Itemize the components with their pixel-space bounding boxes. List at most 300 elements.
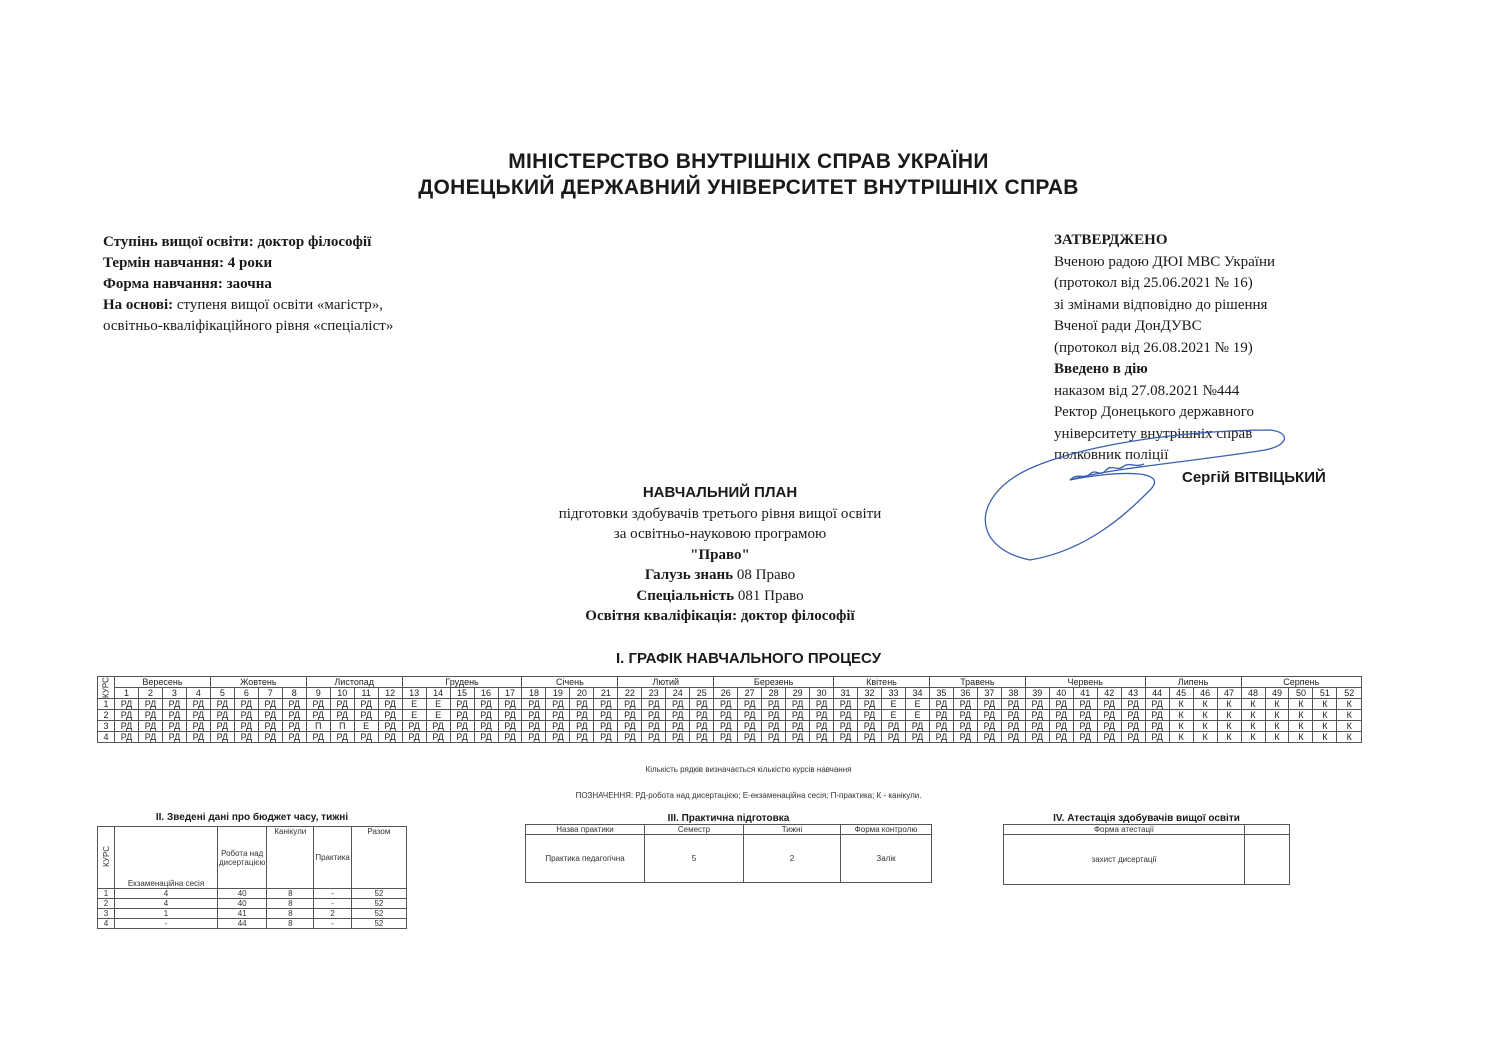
schedule-cell: К	[1313, 721, 1337, 732]
schedule-cell: К	[1265, 710, 1289, 721]
week-number: 28	[762, 688, 786, 699]
budget-vac-cell: 8	[267, 889, 314, 899]
schedule-cell: РД	[546, 732, 570, 743]
schedule-cell: РД	[1001, 710, 1025, 721]
schedule-cell: РД	[450, 732, 474, 743]
budget-exam-cell: -	[115, 919, 218, 929]
plan-field	[420, 565, 1020, 586]
budget-total-cell: 52	[351, 889, 406, 899]
schedule-cell: РД	[258, 699, 282, 710]
schedule-cell: РД	[977, 699, 1001, 710]
schedule-cell: П	[330, 721, 354, 732]
schedule-cell: РД	[138, 710, 162, 721]
schedule-cell: РД	[498, 699, 522, 710]
kurs-number: 1	[98, 699, 115, 710]
schedule-cell: РД	[953, 699, 977, 710]
week-number: 9	[306, 688, 330, 699]
schedule-cell: РД	[186, 710, 210, 721]
schedule-cell: РД	[282, 721, 306, 732]
week-number: 25	[690, 688, 714, 699]
practice-form-header: Форма контролю	[841, 825, 932, 835]
budget-total-header: Разом	[351, 827, 406, 889]
schedule-cell: РД	[953, 710, 977, 721]
month-header: Жовтень	[210, 677, 306, 688]
budget-prac-cell: -	[314, 919, 352, 929]
schedule-cell: РД	[1073, 699, 1097, 710]
week-number: 18	[522, 688, 546, 699]
schedule-cell: РД	[115, 721, 139, 732]
schedule-cell: РД	[810, 721, 834, 732]
approval-title: ЗАТВЕРДЖЕНО	[1054, 232, 1168, 248]
schedule-title: І. ГРАФІК НАВЧАЛЬНОГО ПРОЦЕСУ	[615, 650, 882, 667]
schedule-cell: РД	[882, 721, 906, 732]
week-number: 41	[1073, 688, 1097, 699]
budget-exam-header: Екзаменаційна сесія	[115, 827, 218, 889]
budget-vac-cell: 8	[267, 909, 314, 919]
schedule-cell: К	[1337, 699, 1362, 710]
schedule-cell: РД	[330, 732, 354, 743]
week-number: 34	[905, 688, 929, 699]
schedule-cell: РД	[402, 732, 426, 743]
schedule-cell: РД	[450, 699, 474, 710]
legend: ПОЗНАЧЕННЯ: РД-робота над дисертацією; Е-екзаменаційна сесія; П-практика; К - канікули.	[575, 791, 922, 800]
spec-value: 081 Право	[734, 587, 804, 604]
schedule-cell: РД	[282, 732, 306, 743]
schedule-cell: К	[1289, 721, 1313, 732]
week-number: 40	[1049, 688, 1073, 699]
approval-line-3: зі змінами відповідно до рішення	[1054, 296, 1268, 313]
schedule-cell: РД	[1049, 732, 1073, 743]
schedule-cell: К	[1337, 710, 1362, 721]
schedule-row	[98, 710, 1362, 721]
schedule-cell: К	[1265, 732, 1289, 743]
schedule-cell: К	[1241, 721, 1265, 732]
schedule-cell: РД	[354, 732, 378, 743]
schedule-cell: РД	[162, 721, 186, 732]
budget-exam-cell: 1	[115, 909, 218, 919]
schedule-cell: К	[1313, 699, 1337, 710]
budget-kurs-cell: 4	[98, 919, 115, 929]
approval-line-6: Введено в дію	[1054, 361, 1148, 377]
schedule-cell: РД	[282, 710, 306, 721]
schedule-cell: РД	[714, 721, 738, 732]
schedule-cell: РД	[1049, 710, 1073, 721]
schedule-cell: РД	[618, 721, 642, 732]
schedule-cell: РД	[522, 710, 546, 721]
schedule-cell: РД	[929, 699, 953, 710]
schedule-cell: РД	[115, 699, 139, 710]
week-number: 24	[666, 688, 690, 699]
schedule-cell: РД	[786, 699, 810, 710]
schedule-cell: РД	[354, 710, 378, 721]
schedule-cell: К	[1217, 710, 1241, 721]
schedule-cell: РД	[858, 732, 882, 743]
term-line: Термін навчання: 4 роки	[103, 255, 273, 271]
schedule-cell: РД	[522, 721, 546, 732]
schedule-cell: РД	[1121, 732, 1145, 743]
schedule-cell: К	[1241, 732, 1265, 743]
week-number: 38	[1001, 688, 1025, 699]
schedule-cell: РД	[522, 732, 546, 743]
budget-row	[98, 889, 407, 899]
budget-prac-cell: 2	[314, 909, 352, 919]
schedule-cell: РД	[1049, 721, 1073, 732]
schedule-cell: РД	[738, 710, 762, 721]
schedule-cell: РД	[1097, 699, 1121, 710]
schedule-cell: РД	[162, 699, 186, 710]
week-number: 2	[138, 688, 162, 699]
schedule-cell: РД	[162, 710, 186, 721]
budget-total-cell: 52	[351, 919, 406, 929]
schedule-cell: РД	[786, 710, 810, 721]
schedule-cell: РД	[594, 699, 618, 710]
practice-name: Практика педагогічна	[526, 835, 645, 883]
practice-weeks-header: Тижні	[744, 825, 841, 835]
schedule-cell: РД	[570, 699, 594, 710]
schedule-cell: РД	[354, 699, 378, 710]
schedule-cell: РД	[1097, 721, 1121, 732]
week-number: 26	[714, 688, 738, 699]
practice-sem: 5	[645, 835, 744, 883]
schedule-note: Кількість рядків визначається кількістю курсів навчання	[645, 765, 852, 774]
schedule-cell: РД	[666, 699, 690, 710]
schedule-cell: К	[1217, 721, 1241, 732]
budget-work-cell: 40	[218, 899, 267, 909]
schedule-cell: РД	[1025, 710, 1049, 721]
schedule-cell: РД	[402, 721, 426, 732]
week-number: 44	[1145, 688, 1169, 699]
budget-row	[98, 909, 407, 919]
week-number: 23	[642, 688, 666, 699]
plan-line-1: підготовки здобувачів третього рівня вищої освіти	[558, 505, 882, 522]
schedule-table	[97, 676, 1362, 743]
schedule-cell: РД	[738, 699, 762, 710]
schedule-cell: РД	[594, 721, 618, 732]
practice-title: ІІІ. Практична підготовка	[667, 813, 790, 824]
week-number: 1	[115, 688, 139, 699]
schedule-cell: РД	[642, 732, 666, 743]
schedule-cell: РД	[522, 699, 546, 710]
schedule-cell: РД	[929, 732, 953, 743]
plan-spec	[420, 586, 1020, 607]
basis-label: На основі:	[103, 297, 174, 313]
week-number: 10	[330, 688, 354, 699]
schedule-cell: РД	[977, 732, 1001, 743]
kurs-number: 4	[98, 732, 115, 743]
plan-title: НАВЧАЛЬНИЙ ПЛАН	[642, 484, 798, 501]
schedule-cell: РД	[1025, 721, 1049, 732]
schedule-cell: РД	[258, 710, 282, 721]
week-number: 27	[738, 688, 762, 699]
budget-row	[98, 919, 407, 929]
schedule-cell: РД	[330, 699, 354, 710]
schedule-cell: РД	[1001, 732, 1025, 743]
schedule-cell: РД	[594, 732, 618, 743]
approval-line-1: Вченою радою ДЮІ МВС України	[1054, 253, 1276, 270]
month-header: Січень	[522, 677, 618, 688]
kurs-number: 2	[98, 710, 115, 721]
schedule-cell: РД	[1097, 710, 1121, 721]
schedule-row	[98, 699, 1362, 710]
field-value: 08 Право	[733, 567, 796, 583]
schedule-cell: РД	[186, 732, 210, 743]
schedule-cell: РД	[810, 710, 834, 721]
schedule-cell: РД	[690, 721, 714, 732]
budget-total-cell: 52	[351, 899, 406, 909]
week-number: 48	[1241, 688, 1265, 699]
week-number: 13	[402, 688, 426, 699]
schedule-cell: РД	[977, 721, 1001, 732]
schedule-cell: К	[1217, 699, 1241, 710]
schedule-cell: РД	[762, 732, 786, 743]
schedule-cell: К	[1265, 721, 1289, 732]
schedule-cell: РД	[905, 732, 929, 743]
week-number: 45	[1169, 688, 1193, 699]
plan-block	[420, 483, 1020, 627]
ministry-title: МІНІСТЕРСТВО ВНУТРІШНІХ СПРАВ УКРАЇНИ	[508, 150, 989, 173]
budget-prac-cell: -	[314, 889, 352, 899]
schedule-cell: РД	[666, 710, 690, 721]
schedule-cell: РД	[234, 710, 258, 721]
approval-line-9: університету внутрішніх справ	[1054, 425, 1253, 442]
schedule-cell: РД	[378, 710, 402, 721]
schedule-cell: К	[1241, 710, 1265, 721]
schedule-cell: РД	[186, 699, 210, 710]
approval-line-2: (протокол від 25.06.2021 № 16)	[1054, 275, 1253, 291]
schedule-cell: РД	[498, 732, 522, 743]
budget-exam-cell: 4	[115, 889, 218, 899]
budget-kurs-cell: 1	[98, 889, 115, 899]
schedule-cell: РД	[306, 732, 330, 743]
schedule-cell: Е	[905, 710, 929, 721]
schedule-cell: РД	[474, 699, 498, 710]
schedule-cell: К	[1313, 732, 1337, 743]
month-header: Липень	[1145, 677, 1241, 688]
schedule-cell: РД	[570, 710, 594, 721]
budget-work-cell: 40	[218, 889, 267, 899]
schedule-cell: РД	[1073, 721, 1097, 732]
month-header: Лютий	[618, 677, 714, 688]
schedule-cell: РД	[666, 732, 690, 743]
schedule-cell: РД	[834, 732, 858, 743]
schedule-cell: К	[1217, 732, 1241, 743]
form-line: Форма навчання: заочна	[103, 276, 272, 292]
schedule-cell: РД	[1121, 699, 1145, 710]
schedule-cell: РД	[115, 710, 139, 721]
schedule-cell: РД	[905, 721, 929, 732]
schedule-cell: РД	[450, 721, 474, 732]
week-number: 15	[450, 688, 474, 699]
spec-label: Спеціальність	[636, 587, 735, 604]
week-number: 35	[929, 688, 953, 699]
week-number: 8	[282, 688, 306, 699]
schedule-cell: РД	[474, 721, 498, 732]
plan-program: "Право"	[690, 546, 750, 563]
schedule-cell: РД	[546, 721, 570, 732]
schedule-cell: П	[306, 721, 330, 732]
practice-name-header: Назва практики	[526, 825, 645, 835]
schedule-cell: РД	[882, 732, 906, 743]
week-number: 17	[498, 688, 522, 699]
schedule-cell: РД	[834, 699, 858, 710]
budget-kurs-cell: 2	[98, 899, 115, 909]
schedule-cell: РД	[594, 710, 618, 721]
schedule-cell: РД	[953, 721, 977, 732]
schedule-cell: РД	[666, 721, 690, 732]
approval-line-8: Ректор Донецького державного	[1054, 404, 1255, 420]
schedule-cell: РД	[138, 721, 162, 732]
budget-vac-header: Канікули	[267, 827, 314, 889]
attestation-value: захист дисертації	[1004, 835, 1245, 885]
schedule-cell: РД	[474, 710, 498, 721]
week-number: 52	[1337, 688, 1362, 699]
attestation-header: Форма атестації	[1004, 825, 1245, 835]
schedule-cell: РД	[762, 721, 786, 732]
schedule-cell: РД	[234, 699, 258, 710]
schedule-cell: РД	[642, 710, 666, 721]
attestation-table	[1003, 824, 1290, 885]
schedule-cell: РД	[1121, 710, 1145, 721]
schedule-cell: РД	[426, 732, 450, 743]
schedule-cell: Е	[426, 699, 450, 710]
schedule-cell: РД	[690, 710, 714, 721]
schedule-cell: К	[1169, 699, 1193, 710]
schedule-cell: РД	[378, 732, 402, 743]
schedule-cell: РД	[138, 732, 162, 743]
schedule-cell: Е	[905, 699, 929, 710]
schedule-cell: РД	[378, 721, 402, 732]
week-number: 33	[882, 688, 906, 699]
month-header: Серпень	[1241, 677, 1361, 688]
schedule-cell: РД	[690, 732, 714, 743]
schedule-cell: К	[1313, 710, 1337, 721]
approval-line-4: Вченої ради ДонДУВС	[1054, 318, 1202, 334]
week-number: 4	[186, 688, 210, 699]
budget-work-cell: 41	[218, 909, 267, 919]
budget-vac-cell: 8	[267, 899, 314, 909]
budget-row	[98, 899, 407, 909]
schedule-cell: К	[1337, 732, 1362, 743]
week-number: 3	[162, 688, 186, 699]
week-number: 21	[594, 688, 618, 699]
schedule-cell: Е	[402, 699, 426, 710]
week-number: 22	[618, 688, 642, 699]
schedule-row	[98, 721, 1362, 732]
schedule-row	[98, 732, 1362, 743]
schedule-cell: К	[1337, 721, 1362, 732]
schedule-cell: РД	[306, 699, 330, 710]
practice-weeks: 2	[744, 835, 841, 883]
schedule-cell: РД	[570, 721, 594, 732]
week-number: 39	[1025, 688, 1049, 699]
month-header: Грудень	[402, 677, 522, 688]
week-number: 6	[234, 688, 258, 699]
schedule-cell: РД	[1145, 721, 1169, 732]
basis-value: ступеня вищої освіти «магістр»,	[173, 297, 383, 313]
week-number: 46	[1193, 688, 1217, 699]
budget-kurs-cell: 3	[98, 909, 115, 919]
month-header: Квітень	[834, 677, 930, 688]
plan-line-2: за освітньо-науковою програмою	[613, 526, 827, 542]
schedule-cell: РД	[738, 732, 762, 743]
approval-line-5: (протокол від 26.08.2021 № 19)	[1054, 339, 1253, 356]
schedule-cell: К	[1169, 721, 1193, 732]
plan-qualification: Освітня кваліфікація: доктор філософії	[585, 608, 855, 624]
schedule-cell: РД	[498, 721, 522, 732]
budget-table	[97, 826, 407, 929]
week-number: 20	[570, 688, 594, 699]
week-number: 50	[1289, 688, 1313, 699]
schedule-cell: РД	[1145, 710, 1169, 721]
schedule-cell: РД	[426, 721, 450, 732]
week-number: 14	[426, 688, 450, 699]
budget-title: ІІ. Зведені дані про бюджет часу, тижні	[155, 812, 349, 823]
schedule-cell: РД	[714, 732, 738, 743]
schedule-cell: РД	[714, 710, 738, 721]
schedule-cell: К	[1193, 710, 1217, 721]
schedule-cell: РД	[786, 732, 810, 743]
schedule-cell: РД	[210, 699, 234, 710]
schedule-cell: РД	[786, 721, 810, 732]
schedule-cell: К	[1169, 732, 1193, 743]
week-number: 43	[1121, 688, 1145, 699]
degree-line: Ступінь вищої освіти: доктор філософії	[103, 234, 372, 250]
schedule-cell: РД	[1073, 710, 1097, 721]
schedule-cell: Е	[354, 721, 378, 732]
schedule-cell: РД	[642, 699, 666, 710]
week-number: 37	[977, 688, 1001, 699]
week-number: 5	[210, 688, 234, 699]
week-number: 49	[1265, 688, 1289, 699]
schedule-cell: РД	[1073, 732, 1097, 743]
practice-table	[525, 824, 932, 883]
budget-prac-header: Практика	[314, 827, 352, 889]
kurs-number: 3	[98, 721, 115, 732]
schedule-cell: РД	[834, 710, 858, 721]
schedule-cell: РД	[474, 732, 498, 743]
signatory-name: Сергій ВІТВІЦЬКИЙ	[1182, 468, 1326, 486]
schedule-cell: РД	[618, 710, 642, 721]
schedule-cell: РД	[234, 721, 258, 732]
schedule-cell: РД	[1145, 732, 1169, 743]
schedule-cell: К	[1193, 732, 1217, 743]
schedule-cell: РД	[1145, 699, 1169, 710]
practice-sem-header: Семестр	[645, 825, 744, 835]
schedule-cell: Е	[402, 710, 426, 721]
schedule-cell: РД	[618, 732, 642, 743]
schedule-cell: РД	[1121, 721, 1145, 732]
week-number: 31	[834, 688, 858, 699]
week-number: 36	[953, 688, 977, 699]
schedule-cell: РД	[642, 721, 666, 732]
schedule-cell: РД	[450, 710, 474, 721]
budget-total-cell: 52	[351, 909, 406, 919]
schedule-cell: К	[1241, 699, 1265, 710]
schedule-cell: РД	[977, 710, 1001, 721]
schedule-cell: РД	[258, 732, 282, 743]
schedule-cell: РД	[570, 732, 594, 743]
schedule-cell: К	[1265, 699, 1289, 710]
schedule-cell: РД	[210, 732, 234, 743]
schedule-cell: РД	[306, 710, 330, 721]
schedule-cell: РД	[258, 721, 282, 732]
schedule-cell: РД	[858, 721, 882, 732]
week-number: 47	[1217, 688, 1241, 699]
schedule-cell: К	[1169, 710, 1193, 721]
schedule-cell: РД	[282, 699, 306, 710]
schedule-cell: РД	[1001, 699, 1025, 710]
schedule-cell: К	[1289, 710, 1313, 721]
